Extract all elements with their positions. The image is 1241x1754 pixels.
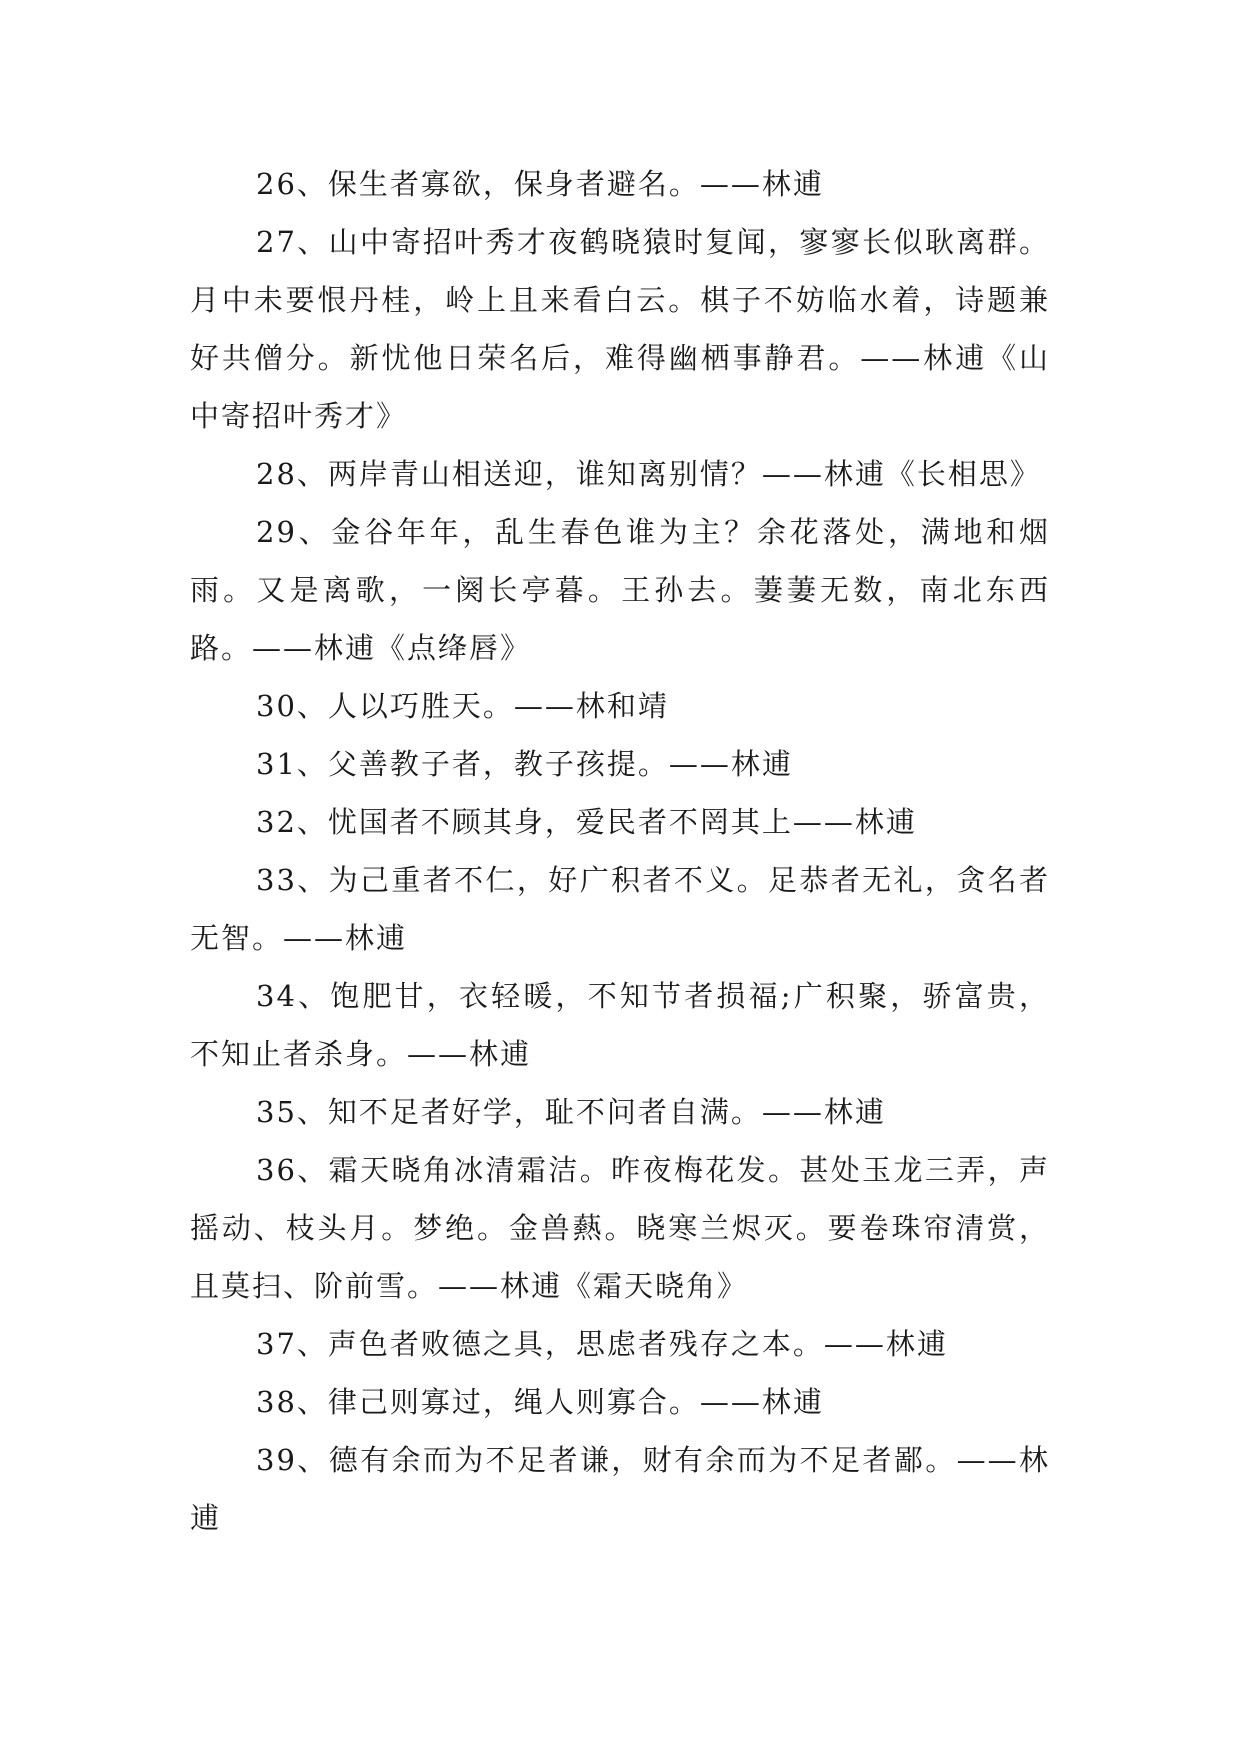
quote-paragraph-31: 31、父善教子者，教子孩提。——林逋 — [256, 747, 793, 781]
document-body — [190, 155, 1050, 1547]
quote-paragraph-30: 30、人以巧胜天。——林和靖 — [256, 689, 669, 723]
quote-paragraph-38: 38、律己则寡过，绳人则寡合。——林逋 — [256, 1385, 824, 1419]
quote-paragraph-32: 32、忧国者不顾其身，爱民者不罔其上——林逋 — [256, 805, 917, 839]
quote-paragraph-36: 36、霜天晓角冰清霜洁。昨夜梅花发。甚处玉龙三弄，声摇动、枝头月。梦绝。金兽爇。晓寒兰烬灭。要卷珠帘清赏，且莫扫、阶前雪。——林逋《霜天晓角》 — [190, 1153, 1050, 1303]
quote-paragraph-39: 39、德有余而为不足者谦，财有余而为不足者鄙。——林逋 — [190, 1443, 1050, 1535]
quote-paragraph-33: 33、为己重者不仁，好广积者不义。足恭者无礼，贪名者无智。——林逋 — [190, 863, 1050, 955]
quote-paragraph-35: 35、知不足者好学，耻不问者自满。——林逋 — [256, 1095, 886, 1129]
quote-paragraph-29: 29、金谷年年，乱生春色谁为主？余花落处，满地和烟雨。又是离歌，一阕长亭暮。王孙去。萋萋无数，南北东西路。——林逋《点绛唇》 — [190, 515, 1050, 665]
quote-paragraph-34: 34、饱肥甘，衣轻暖，不知节者损福;广积聚，骄富贵，不知止者杀身。——林逋 — [190, 979, 1050, 1071]
quote-paragraph-26: 26、保生者寡欲，保身者避名。——林逋 — [256, 167, 824, 201]
quote-paragraph-37: 37、声色者败德之具，思虑者残存之本。——林逋 — [256, 1327, 948, 1361]
quote-paragraph-28: 28、两岸青山相送迎，谁知离别情？——林逋《长相思》 — [256, 457, 1041, 491]
quote-paragraph-27: 27、山中寄招叶秀才夜鹤晓猿时复闻，寥寥长似耿离群。月中未要恨丹桂，岭上且来看白云。棋子不妨临水着，诗题兼好共僧分。新忧他日荣名后，难得幽栖事静君。——林逋《山中寄招叶秀才》 — [190, 225, 1050, 433]
